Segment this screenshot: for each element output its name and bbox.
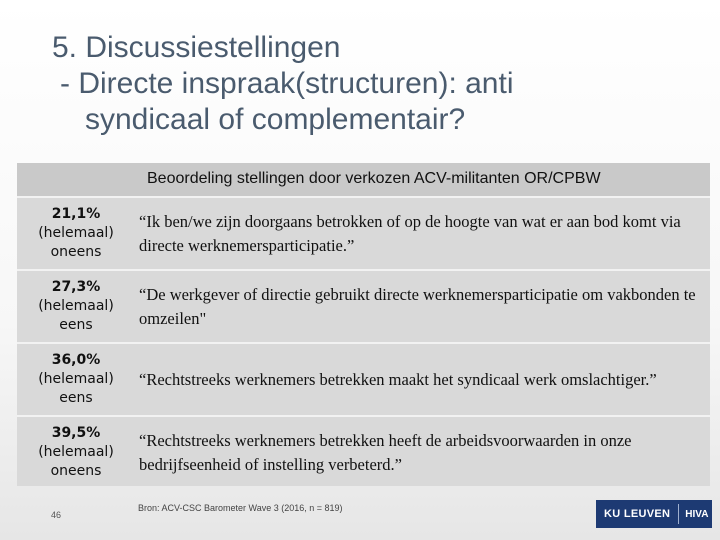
statement-cell	[139, 344, 700, 415]
percent-judgement: eens	[59, 317, 93, 333]
percent-cell	[17, 198, 135, 269]
table-row	[17, 198, 710, 271]
hiva-logo: HIVA	[685, 508, 709, 520]
table-header	[17, 163, 710, 198]
percent-value: 39,5%	[51, 425, 101, 441]
statement-text: “Rechtstreeks werknemers betrekken maakt het syndicaal werk omslachtiger.”	[139, 369, 657, 389]
ku-leuven-logo: KU LEUVEN	[604, 508, 671, 520]
table-row	[17, 417, 710, 488]
statements-table	[17, 163, 710, 486]
slide-title	[52, 30, 702, 138]
title-line-3: syndicaal of complementair?	[85, 103, 466, 136]
percent-qualifier: (helemaal)	[38, 225, 114, 241]
statement-cell	[139, 271, 700, 342]
statement-text: “De werkgever of directie gebruikt directe werknemersparticipatie om vakbonden te omzeilen"	[139, 284, 696, 328]
percent-qualifier: (helemaal)	[38, 298, 114, 314]
statement-cell	[139, 417, 700, 488]
percent-cell	[17, 271, 135, 342]
percent-judgement: oneens	[50, 463, 102, 479]
percent-qualifier: (helemaal)	[38, 444, 114, 460]
statement-cell	[139, 198, 700, 269]
table-row	[17, 271, 710, 344]
footer-logos	[596, 500, 712, 528]
percent-judgement: eens	[59, 390, 93, 406]
statement-text: “Rechtstreeks werknemers betrekken heeft de arbeidsvoorwaarden in onze bedrijfseenheid of instelling verbeterd.”	[139, 430, 632, 474]
source-note: Bron: ACV-CSC Barometer Wave 3 (2016, n = 819)	[138, 503, 343, 513]
page-number: 46	[51, 510, 62, 520]
percent-value: 21,1%	[51, 206, 101, 222]
percent-cell	[17, 344, 135, 415]
percent-qualifier: (helemaal)	[38, 371, 114, 387]
percent-value: 36,0%	[51, 352, 101, 368]
table-header-text: Beoordeling stellingen door verkozen ACV-militanten OR/CPBW	[147, 170, 601, 187]
title-line-2: - Directe inspraak(structuren): anti	[60, 67, 514, 100]
table-row	[17, 344, 710, 417]
statement-text: “Ik ben/we zijn doorgaans betrokken of op de hoogte van wat er aan bod komt via directe werknemersparticipatie.”	[139, 211, 681, 255]
percent-value: 27,3%	[51, 279, 101, 295]
percent-cell	[17, 417, 135, 488]
title-line-1: 5. Discussiestellingen	[52, 31, 341, 64]
percent-judgement: oneens	[50, 244, 102, 260]
